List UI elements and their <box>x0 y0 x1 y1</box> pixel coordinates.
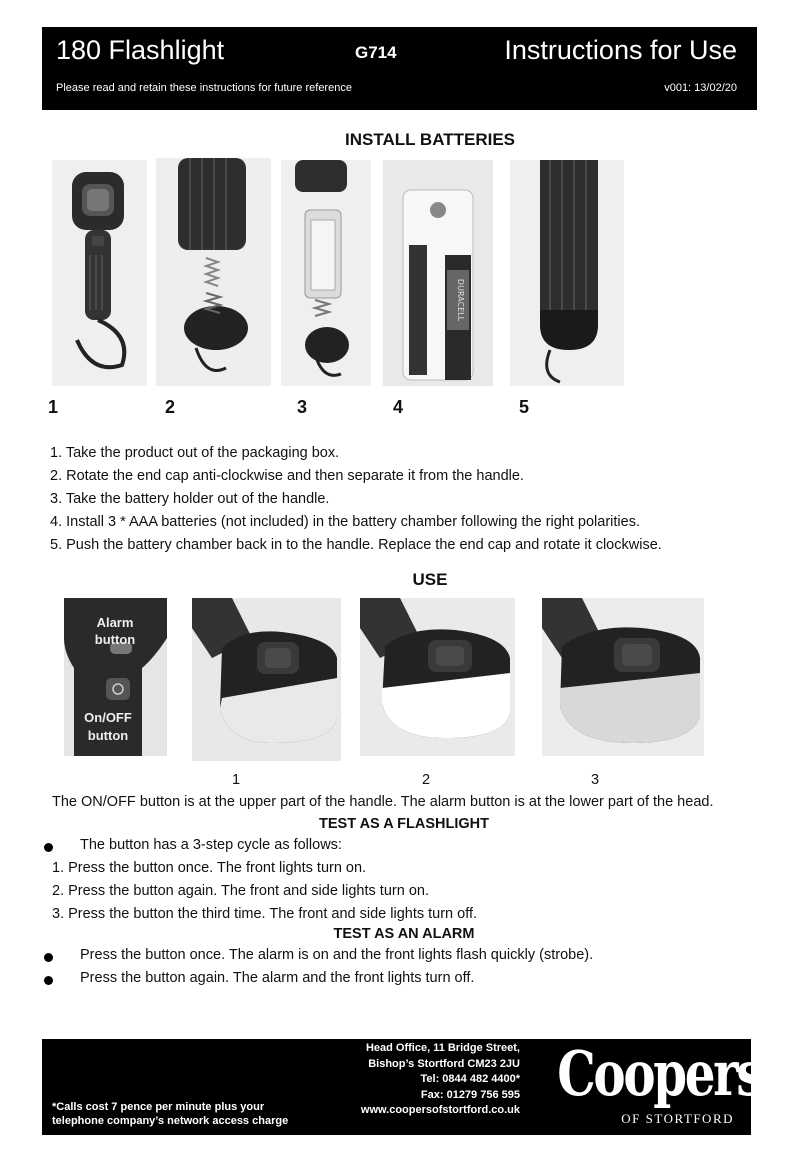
website-link[interactable]: www.coopersofstortford.co.uk <box>360 1104 520 1116</box>
button-location-description: The ON/OFF button is at the upper part of the handle. The alarm button is at the lower part of the head. <box>52 794 714 810</box>
onoff-button-label-line2: button <box>87 728 129 743</box>
header-subtitle: Please read and retain these instructions for future reference <box>56 82 352 94</box>
install-photo-number-2: 2 <box>165 397 176 417</box>
flashlight-test-title: TEST AS A FLASHLIGHT <box>319 816 489 832</box>
logo-subtitle: OF STORTFORD <box>621 1111 734 1126</box>
use-photo-2 <box>360 598 515 756</box>
install-step-5: 5. Push the battery chamber back in to the handle. Replace the end cap and rotate it clockwise. <box>50 537 662 553</box>
install-photo-3 <box>281 160 371 386</box>
call-cost-note <box>52 1100 352 1128</box>
install-photo-number-3: 3 <box>297 397 308 417</box>
install-step-2: 2. Rotate the end cap anti-clockwise and then separate it from the handle. <box>50 468 524 484</box>
footer-bar <box>42 1037 762 1135</box>
install-photo-1 <box>52 160 147 386</box>
alarm-button-label-line1: Alarm <box>96 615 134 630</box>
use-photo-number-2: 2 <box>422 772 431 788</box>
alarm-step-2: Press the button again. The alarm and the front lights turn off. <box>80 970 475 986</box>
bullet-icon <box>44 953 53 962</box>
product-code: G714 <box>355 43 397 62</box>
logo-name: Coopers <box>557 1037 762 1110</box>
bullet-icon <box>44 976 53 985</box>
install-title: INSTALL BATTERIES <box>345 130 515 149</box>
install-photo-4 <box>383 160 493 386</box>
alarm-step-1: Press the button once. The alarm is on and the front lights flash quickly (strobe). <box>80 947 594 963</box>
phone-number: Tel: 0844 482 4400* <box>420 1073 520 1085</box>
company-address <box>352 1041 520 1119</box>
alarm-button-label-line2: button <box>94 632 136 647</box>
flashlight-step-3: 3. Press the button the third time. The front and side lights turn off. <box>52 906 478 922</box>
use-photo-number-1: 1 <box>232 772 241 788</box>
document-title: Instructions for Use <box>504 35 737 65</box>
use-photo-1 <box>192 598 341 761</box>
fax-number: Fax: 01279 756 595 <box>420 1088 520 1101</box>
address-line-1: Head Office, 11 Bridge Street, <box>365 1042 520 1054</box>
install-photo-number-1: 1 <box>48 397 59 417</box>
coopers-logo <box>540 1037 762 1131</box>
use-buttons-photo <box>64 598 167 756</box>
use-title: USE <box>412 570 448 589</box>
install-step-3: 3. Take the battery holder out of the handle. <box>50 491 330 507</box>
address-line-2: Bishop’s Stortford CM23 2JU <box>368 1057 520 1070</box>
install-photo-number-4: 4 <box>393 397 404 417</box>
flashlight-step-1: 1. Press the button once. The front lights turn on. <box>52 860 367 876</box>
version-label: v001: 13/02/20 <box>664 82 737 94</box>
bullet-icon <box>44 843 53 852</box>
flashlight-intro: The button has a 3-step cycle as follows: <box>80 837 342 853</box>
install-photo-2 <box>156 158 271 386</box>
call-cost-note-line-1: *Calls cost 7 pence per minute plus your <box>52 1101 265 1113</box>
header-bar <box>42 27 757 110</box>
install-step-4: 4. Install 3 * AAA batteries (not included) in the battery chamber following the right polarities. <box>50 514 640 530</box>
install-photo-number-5: 5 <box>519 397 530 417</box>
alarm-test-title: TEST AS AN ALARM <box>333 926 475 942</box>
battery-brand: DURACELL <box>456 278 465 322</box>
product-title: 180 Flashlight <box>56 35 225 65</box>
onoff-button-label-line1: On/OFF <box>84 710 132 725</box>
call-cost-note-line-2: telephone company’s network access charge <box>52 1115 289 1127</box>
flashlight-step-2: 2. Press the button again. The front and side lights turn on. <box>52 883 429 899</box>
install-photo-5 <box>510 160 624 386</box>
use-photo-3 <box>542 598 704 756</box>
install-step-1: 1. Take the product out of the packaging box. <box>50 445 340 461</box>
use-photo-number-3: 3 <box>591 772 600 788</box>
